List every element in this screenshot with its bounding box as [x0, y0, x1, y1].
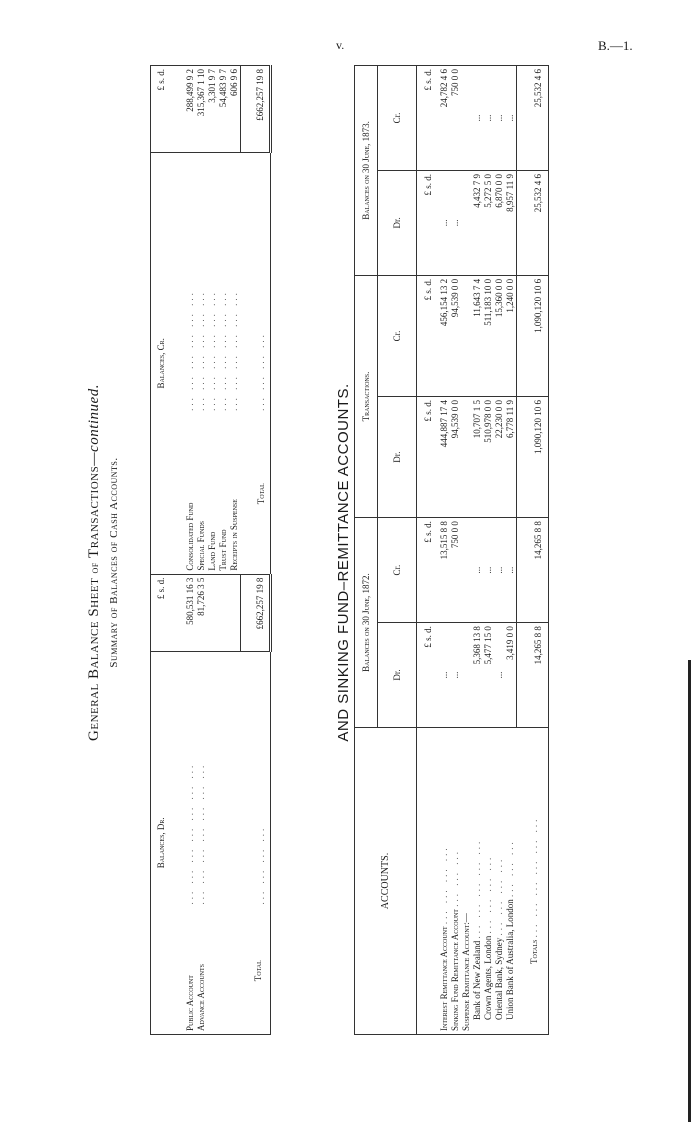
unit-heading: £ s. d. [417, 623, 440, 728]
trans-dr-value: 510,978 0 0 [483, 397, 494, 518]
unit-heading: £ s. d. [417, 66, 440, 171]
cr-unit-heading: £ s. d. [151, 66, 172, 153]
page-subtitle: Summary of Balances of Cash Accounts. [108, 457, 120, 668]
page-number: v. [336, 38, 345, 52]
b73-cr-value: 750 0 0 [450, 66, 461, 171]
b72-cr-total: 14,265 8 8 [517, 518, 549, 623]
b73-dr-value: 8,957 11 9 [505, 170, 517, 275]
b73-cr-total: 25,532 4 6 [517, 66, 549, 171]
cr-amount: 606 9 6 [229, 66, 241, 153]
dr-label: Advance Accounts [196, 964, 206, 1031]
totals-label: Totals ... ... ... ... ... ... [528, 816, 539, 964]
trans-cr-value: 1,240 0 0 [505, 275, 517, 396]
cr-total-label: Total [241, 414, 271, 574]
b73-dr-value: 4,432 7 9 [472, 170, 483, 275]
trans-cr-value: 511,183 10 0 [483, 275, 494, 396]
document-reference: B.—1. [598, 38, 633, 53]
totals-row [517, 66, 549, 1035]
cash-balances-table [150, 65, 272, 1035]
cr-amount: 315,367 1 10 [196, 66, 207, 153]
trans-cr-value: 456,154 13 2 [439, 275, 450, 396]
trans-dr-value: 444,887 17 4 [439, 397, 450, 518]
balances-1872-heading: Balances on 30 June, 1872. [355, 518, 378, 728]
cr-label: Receipts in Suspense [229, 414, 241, 574]
b72-cr-heading: Cr. [378, 518, 417, 623]
table-row [439, 66, 450, 1035]
table-row: Receipts in Suspense ... ... ... ... ... ... 606 9 6 [229, 66, 241, 1035]
dr-unit-heading: £ s. d. [151, 574, 172, 651]
trans-dr-value: 22,230 0 0 [494, 397, 505, 518]
b73-cr-heading: Cr. [378, 66, 417, 171]
b72-dr-value: 5,477 15 0 [483, 623, 494, 728]
trans-dr-total: 1,090,120 10 6 [517, 397, 549, 518]
b73-cr-value: ... [483, 66, 494, 171]
b73-dr-value: 6,870 0 0 [494, 170, 505, 275]
cr-total: £662,257 19 8 [241, 66, 271, 153]
trans-dr-value: 6,778 11 9 [505, 397, 517, 518]
account-label: Suspense Remittance Account:— [461, 913, 471, 1031]
b72-dr-value: ... [494, 623, 505, 728]
table-row [505, 66, 517, 1035]
cr-amount: 3,301 9 7 [207, 66, 218, 153]
table-row: Advance Accounts ... ... ... ... ... ... ... 81,726 3 5 Special Funds ... ... ... ... ... ... 315,367 1 10 [196, 66, 207, 1035]
page-title: General Balance Sheet of Transactions—continued. [86, 384, 102, 741]
cr-amount: 288,499 9 2 [171, 66, 196, 153]
table-row [472, 66, 483, 1035]
b72-cr-value: 750 0 0 [450, 518, 461, 623]
balances-1873-heading: Balances on 30 June, 1873. [355, 66, 378, 276]
trans-dr-value: 10,707 1 5 [472, 397, 483, 518]
account-label: Oriental Bank, Sydney ... ... ... ... [494, 856, 504, 1020]
trans-cr-value: 94,539 0 0 [450, 275, 461, 396]
b73-dr-value: ... [450, 170, 461, 275]
transactions-heading: Transactions. [355, 275, 378, 517]
unit-heading: £ s. d. [417, 170, 440, 275]
b73-cr-value: ... [472, 66, 483, 171]
cr-label: Trust Fund [218, 414, 229, 574]
b72-cr-value: ... [494, 518, 505, 623]
b73-dr-value: ... [439, 170, 450, 275]
b73-cr-value: ... [505, 66, 517, 171]
table-row [483, 66, 494, 1035]
b72-dr-value: ... [450, 623, 461, 728]
trans-cr-value: 11,643 7 4 [472, 275, 483, 396]
b72-cr-value: 13,515 8 8 [439, 518, 450, 623]
cr-label: Special Funds [196, 414, 207, 574]
account-label: Interest Remittance Account ... ... ... ... [439, 845, 449, 1031]
account-label: Sinking Fund Remittance Account ... ... ... [450, 849, 460, 1031]
b72-cr-value: ... [483, 518, 494, 623]
b72-dr-value: 3,419 0 0 [505, 623, 517, 728]
b73-cr-value: ... [494, 66, 505, 171]
b72-cr-value: ... [505, 518, 517, 623]
section-title: AND SINKING FUND–REMITTANCE ACCOUNTS. [335, 383, 352, 742]
table-row [494, 66, 505, 1035]
b72-dr-total: 14,265 8 8 [517, 623, 549, 728]
unit-heading: £ s. d. [417, 518, 440, 623]
b72-dr-value: 5,368 13 8 [472, 623, 483, 728]
cr-label: Land Fund [207, 414, 218, 574]
trans-cr-value: 15,360 0 0 [494, 275, 505, 396]
dr-total-label: Total [252, 960, 263, 982]
b72-cr-value: ... [472, 518, 483, 623]
cr-label: Consolidated Fund [171, 414, 196, 574]
dr-heading: Balances, Dr. [155, 817, 166, 869]
cr-amount: 54,483 9 7 [218, 66, 229, 153]
trans-dr-value: 94,539 0 0 [450, 397, 461, 518]
dr-amount: 81,726 3 5 [196, 574, 207, 651]
remittance-accounts-table [354, 65, 549, 1035]
table-row: Public Account ... ... ... ... ... ... ... 580,531 16 3 Consolidated Fund ... ... ... ... ... ... 288,499 9 2 [171, 66, 196, 1035]
b73-dr-heading: Dr. [378, 170, 417, 275]
table-row [450, 66, 461, 1035]
table-row [461, 66, 472, 1035]
dr-label: Public Account [185, 975, 195, 1031]
unit-heading: £ s. d. [417, 275, 440, 396]
dr-amount: 580,531 16 3 [171, 574, 196, 651]
account-label: Crown Agents, London ... ... ... ... [483, 854, 493, 1020]
trans-dr-heading: Dr. [378, 397, 417, 518]
b73-dr-value: 5,272 5 0 [483, 170, 494, 275]
unit-heading: £ s. d. [417, 397, 440, 518]
b72-dr-value: ... [439, 623, 450, 728]
table-row: Land Fund ... ... ... ... ... ... 3,301 9 7 [207, 66, 218, 1035]
trans-cr-heading: Cr. [378, 275, 417, 396]
trans-cr-total: 1,090,120 10 6 [517, 275, 549, 396]
accounts-heading: ACCOUNTS. [355, 728, 417, 1035]
table-row: Trust Fund ... ... ... ... ... ... 54,483 9 7 [218, 66, 229, 1035]
b72-dr-heading: Dr. [378, 623, 417, 728]
dr-total: £662,257 19 8 [241, 574, 271, 651]
b73-dr-total: 25,532 4 6 [517, 170, 549, 275]
b73-cr-value: 24,782 4 6 [439, 66, 450, 171]
totals-row: Total ... ... ... ... £662,257 19 8 Total ... ... ... ... £662,257 19 8 [241, 66, 271, 1035]
account-label: Bank of New Zealand ... ... ... ... ... [472, 838, 482, 1020]
account-label: Union Bank of Australia, London ... ... ... [505, 839, 516, 1020]
cr-heading: Balances, Cr. [151, 153, 172, 575]
